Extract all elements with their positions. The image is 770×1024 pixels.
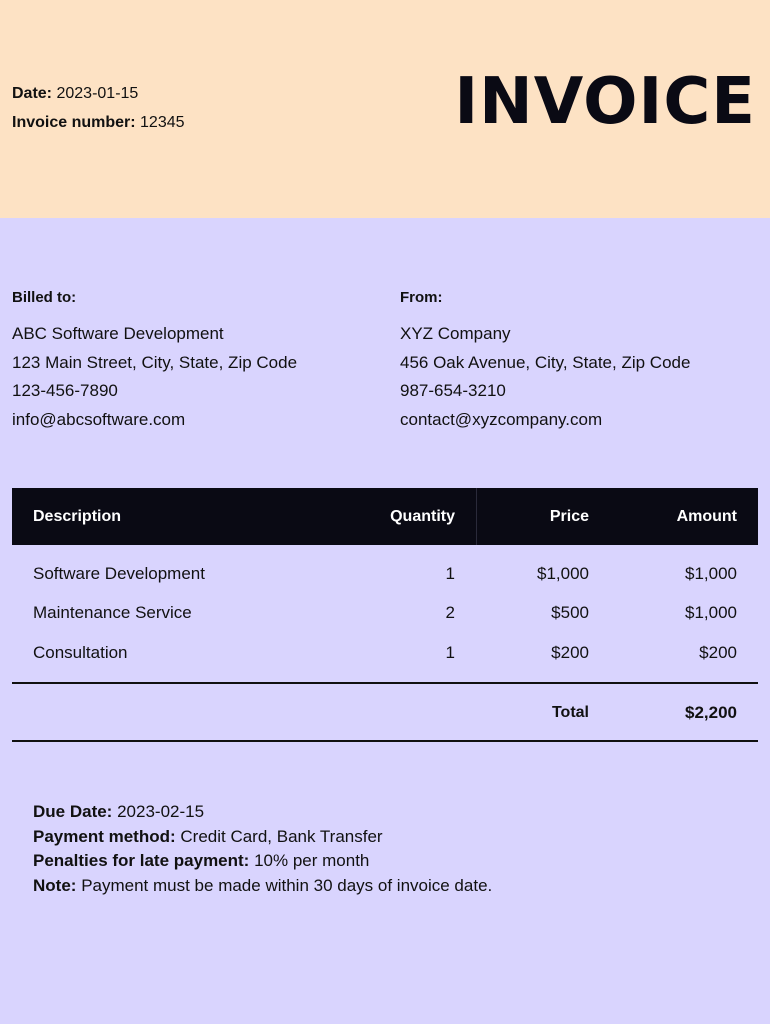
row-description: Maintenance Service (33, 603, 192, 622)
header-divider (476, 488, 477, 545)
billed-to-phone: 123-456-7890 (12, 381, 118, 400)
total-top-rule (12, 682, 758, 684)
note-value: Payment must be made within 30 days of invoice date. (81, 875, 493, 895)
from-block (400, 288, 690, 434)
billed-to-label: Billed to: (12, 289, 77, 306)
column-header-amount: Amount (676, 508, 737, 525)
from-phone: 987-654-3210 (400, 381, 506, 400)
billed-to-name: ABC Software Development (12, 324, 224, 343)
payment-method-value: Credit Card, Bank Transfer (180, 826, 383, 846)
table-row (12, 633, 758, 673)
payment-method-label: Payment method: (33, 826, 176, 846)
from-address: 456 Oak Avenue, City, State, Zip Code (400, 352, 691, 372)
note (33, 874, 492, 899)
items-table-header (12, 488, 758, 545)
payment-terms (33, 800, 492, 898)
invoice-date-value: 2023-01-15 (56, 85, 139, 102)
row-price: $1,000 (537, 564, 589, 583)
column-header-quantity: Quantity (390, 508, 455, 525)
payment-method (33, 825, 492, 850)
late-penalties (33, 849, 492, 874)
due-date-label: Due Date: (33, 802, 113, 821)
from-email: contact@xyzcompany.com (400, 409, 603, 429)
row-amount: $1,000 (685, 603, 737, 622)
late-penalties-value: 10% per month (254, 851, 370, 870)
row-description: Consultation (33, 643, 128, 662)
row-price: $200 (551, 643, 589, 662)
invoice-number-label: Invoice number: (12, 114, 136, 131)
invoice-date-label: Date: (12, 85, 53, 102)
invoice-header (0, 0, 770, 218)
column-header-description: Description (33, 508, 122, 525)
row-amount: $200 (699, 643, 737, 662)
note-label: Note: (33, 875, 77, 895)
billed-to-email: info@abcsoftware.com (12, 409, 186, 429)
invoice-date (12, 85, 138, 103)
row-price: $500 (551, 603, 589, 622)
invoice-title: INVOICE (454, 65, 756, 139)
total-label: Total (551, 704, 589, 721)
row-quantity: 1 (445, 564, 455, 583)
late-penalties-label: Penalties for late payment: (33, 851, 250, 870)
due-date-value: 2023-02-15 (117, 802, 205, 821)
invoice-number (12, 114, 185, 132)
row-quantity: 2 (445, 603, 455, 622)
due-date (33, 800, 492, 825)
billed-to-block (12, 288, 297, 434)
total-value: $2,200 (685, 703, 737, 722)
from-label: From: (400, 289, 443, 306)
invoice-number-value: 12345 (140, 114, 185, 131)
billed-to-address: 123 Main Street, City, State, Zip Code (12, 352, 298, 372)
column-header-price: Price (549, 508, 589, 525)
row-quantity: 1 (445, 643, 455, 662)
from-name: XYZ Company (400, 324, 511, 343)
row-description: Software Development (33, 564, 205, 583)
row-amount: $1,000 (685, 564, 737, 583)
total-bottom-rule (12, 740, 758, 742)
table-row (12, 554, 758, 594)
table-row (12, 593, 758, 633)
